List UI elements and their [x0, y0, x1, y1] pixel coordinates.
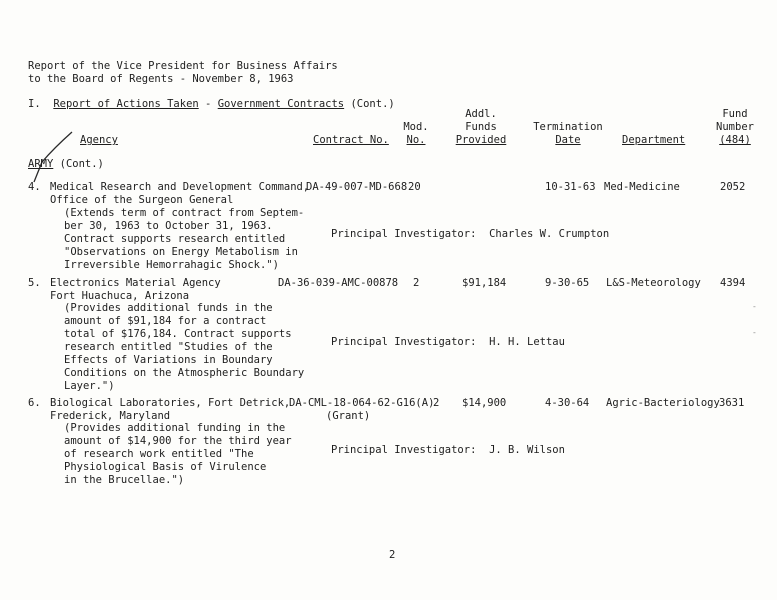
entry-agency: Medical Research and Development Command, Office of the Surgeon General — [50, 181, 310, 206]
entry-number: 4. — [28, 181, 41, 193]
margin-speck: - — [752, 328, 757, 337]
entry-fund-number: 3631 — [719, 397, 745, 409]
entry-termination-date: 4-30-64 — [545, 397, 590, 409]
entry-agency: Biological Laboratories, Fort Detrick, Frederick, Maryland — [50, 397, 291, 422]
entry-contract-no: DA-36-039-AMC-00878 — [278, 277, 399, 289]
entry-number: 5. — [28, 277, 41, 289]
group-label — [28, 158, 104, 171]
entry-contract-no: DA-49-007-MD-668 — [306, 181, 408, 193]
entry-fund-number: 2052 — [720, 181, 746, 193]
entry-funds-provided: $14,900 — [462, 397, 507, 409]
column-header-funds: Addl. Funds Provided — [455, 108, 507, 146]
column-header-mod: Mod. No. — [403, 121, 429, 146]
section-numeral: I. — [28, 98, 41, 110]
entry-principal-investigator: Principal Investigator: H. H. Lettau — [331, 336, 565, 348]
entry-principal-investigator: Principal Investigator: J. B. Wilson — [331, 444, 565, 456]
entry-fund-number: 4394 — [720, 277, 746, 289]
entry-department: L&S-Meteorology — [606, 277, 701, 289]
entry-mod-no: 20 — [408, 181, 421, 193]
entry-termination-date: 9-30-65 — [545, 277, 590, 289]
section-cont: (Cont.) — [350, 98, 395, 110]
group-cont: (Cont.) — [59, 158, 104, 170]
section-title-a: Report of Actions Taken — [53, 98, 199, 110]
column-header-fund-number: Fund Number (484) — [716, 108, 754, 146]
group-name: ARMY — [28, 158, 54, 170]
column-header-termination: Termination Date — [533, 121, 603, 146]
section-heading — [28, 98, 395, 111]
report-title-line1: Report of the Vice President for Business Affairs — [28, 60, 338, 72]
section-title-b: Government Contracts — [217, 98, 345, 110]
entry-principal-investigator: Principal Investigator: Charles W. Crumpton — [331, 228, 610, 240]
entry-department: Agric-Bacteriology — [606, 397, 720, 409]
entry-funds-provided: $91,184 — [462, 277, 507, 289]
entry-mod-no: 2 — [433, 397, 440, 409]
margin-speck: - — [752, 302, 757, 311]
check-mark-icon — [26, 128, 86, 186]
entry-agency: Electronics Material Agency Fort Huachuca, Arizona — [50, 277, 221, 302]
entry-contract-no: DA-CML-18-064-62-G16(A) — [289, 397, 435, 409]
entry-description: (Provides additional funds in the amount of $91,184 for a contract total of $176,184. Contract supports research entitled "Studies of the Effects of Variations in Boundary Conditions on the Atmospheric Boundary Layer.") — [64, 302, 305, 392]
entry-contract-note: (Grant) — [326, 410, 371, 422]
column-header-department: Department — [622, 134, 686, 146]
column-header-contract-no: Contract No. — [313, 134, 389, 146]
entry-department: Med-Medicine — [604, 181, 680, 193]
entry-description: (Extends term of contract from Septem- ber 30, 1963 to October 31, 1963. Contract supports research entitled "Observations on Energy Metabolism in Irreversible Hemorrahagic Shock.") — [64, 207, 305, 271]
section-dash: - — [205, 98, 212, 110]
page-number: 2 — [389, 549, 396, 561]
column-header-agency: Agency — [80, 134, 118, 146]
entry-description: (Provides additional funding in the amount of $14,900 for the third year of research work entitled "The Physiological Basis of Virulence in the Brucellae.") — [64, 422, 292, 486]
entry-termination-date: 10-31-63 — [545, 181, 596, 193]
entry-number: 6. — [28, 397, 41, 409]
entry-mod-no: 2 — [413, 277, 420, 289]
report-title-line2: to the Board of Regents - November 8, 1963 — [28, 73, 294, 85]
